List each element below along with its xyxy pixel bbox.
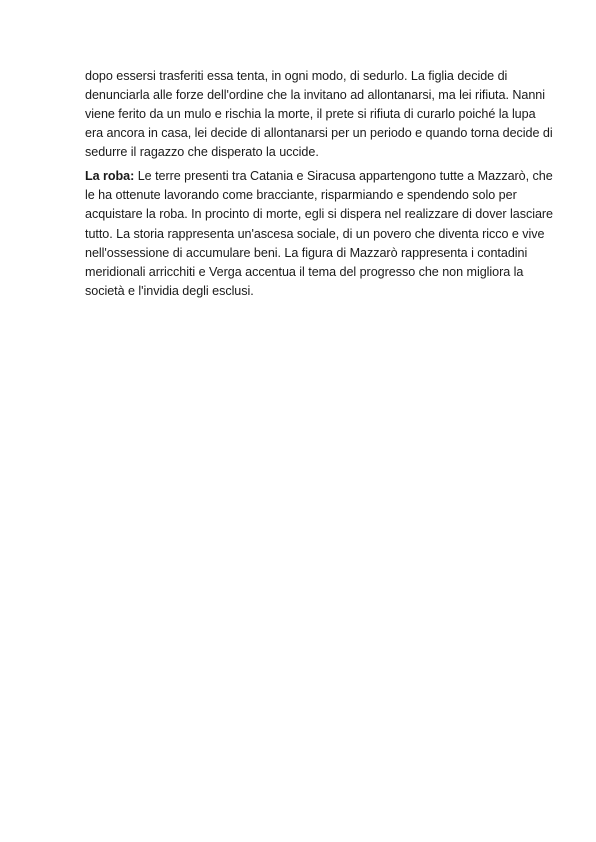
text-line: nell'ossessione di accumulare beni. La figura di Mazzarò rappresenta i contadini — [85, 245, 528, 260]
text-line: denunciarla alle forze dell'ordine che la invitano ad allontanarsi, ma lei rifiuta. Nanni — [85, 88, 545, 103]
text-line: tutto. La storia rappresenta un'ascesa sociale, di un povero che diventa ricco e vive — [85, 226, 545, 241]
paragraph-la-roba — [85, 167, 554, 301]
paragraph-la-lupa-ending — [85, 67, 553, 162]
text-line: dopo essersi trasferiti essa tenta, in ogni modo, di sedurlo. La figlia decide di — [85, 69, 508, 83]
text-line: sedurre il ragazzo che disperato la uccide. — [85, 145, 319, 160]
text-line-rest: Le terre presenti tra Catania e Siracusa appartengono tutte a Mazzarò, che — [134, 169, 553, 184]
text-line: era ancora in casa, lei decide di allontanarsi per un periodo e quando torna decide di — [85, 126, 553, 141]
section-heading: La roba: — [85, 169, 135, 184]
document-body — [85, 67, 554, 301]
text-line: le ha ottenute lavorando come bracciante, risparmiando e spendendo solo per — [85, 188, 517, 203]
text-line: acquistare la roba. In procinto di morte, egli si dispera nel realizzare di dover lasciare — [85, 207, 554, 222]
text-line: viene ferito da un mulo e rischia la morte, il prete si rifiuta di curarlo poiché la lupa — [85, 107, 536, 122]
text-line — [85, 167, 553, 186]
text-line: meridionali arricchiti e Verga accentua il tema del progresso che non migliora la — [85, 264, 524, 279]
text-line: società e l'invidia degli esclusi. — [85, 283, 254, 298]
